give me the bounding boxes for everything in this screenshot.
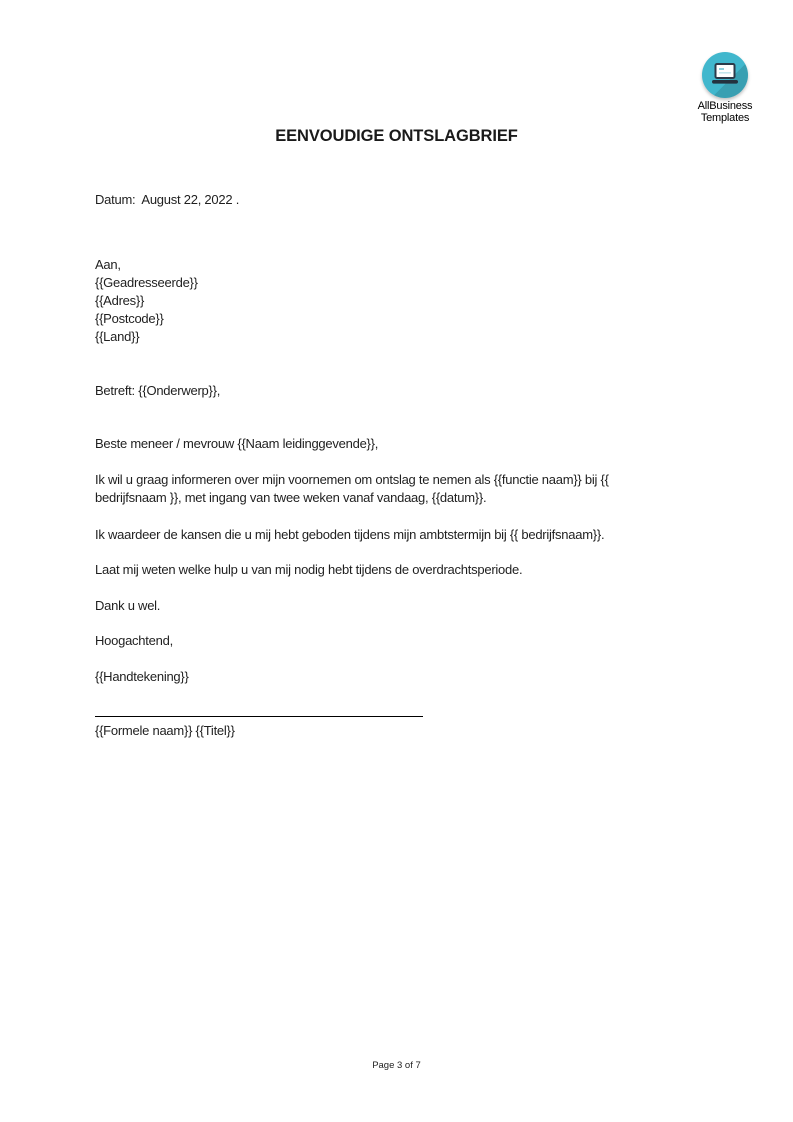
logo-text-line1: AllBusiness	[697, 100, 753, 112]
address-line-recipient: {{Geadresseerde}}	[95, 275, 198, 290]
logo-text-line2: Templates	[700, 112, 750, 124]
laptop-icon	[702, 52, 748, 98]
signature-rule	[95, 716, 423, 717]
address-line-country: {{Land}}	[95, 329, 140, 344]
body-paragraph-3: Laat mij weten welke hulp u van mij nodig hebt tijdens de overdrachtsperiode.	[95, 562, 523, 577]
body-paragraph-4: Dank u wel.	[95, 598, 161, 613]
salutation-line: Beste meneer / mevrouw {{Naam leidinggevende}},	[95, 436, 379, 451]
document-title: EENVOUDIGE ONTSLAGBRIEF	[275, 127, 518, 145]
logo	[691, 52, 759, 124]
closing-line: Hoogachtend,	[95, 633, 173, 648]
address-line-street: {{Adres}}	[95, 293, 145, 308]
signature-placeholder: {{Handtekening}}	[95, 669, 189, 684]
address-line-postcode: {{Postcode}}	[95, 311, 164, 326]
subject-line: Betreft: {{Onderwerp}},	[95, 383, 221, 398]
date-line: Datum: August 22, 2022 .	[95, 192, 240, 207]
address-block	[95, 256, 198, 346]
body-paragraph-1: Ik wil u graag informeren over mijn voornemen om ontslag te nemen als {{functie naam}} bij {{ bedrijfsnaam }}, met ingang van twee weken vanaf vandaag, {{datum}}.	[95, 472, 613, 505]
formal-name-line: {{Formele naam}} {{Titel}}	[95, 723, 235, 738]
address-line-to: Aan,	[95, 257, 121, 272]
body-paragraph-2: Ik waardeer de kansen die u mij hebt geboden tijdens mijn ambtstermijn bij {{ bedrijfsnaam}}.	[95, 527, 605, 542]
page-number: Page 3 of 7	[372, 1060, 421, 1071]
